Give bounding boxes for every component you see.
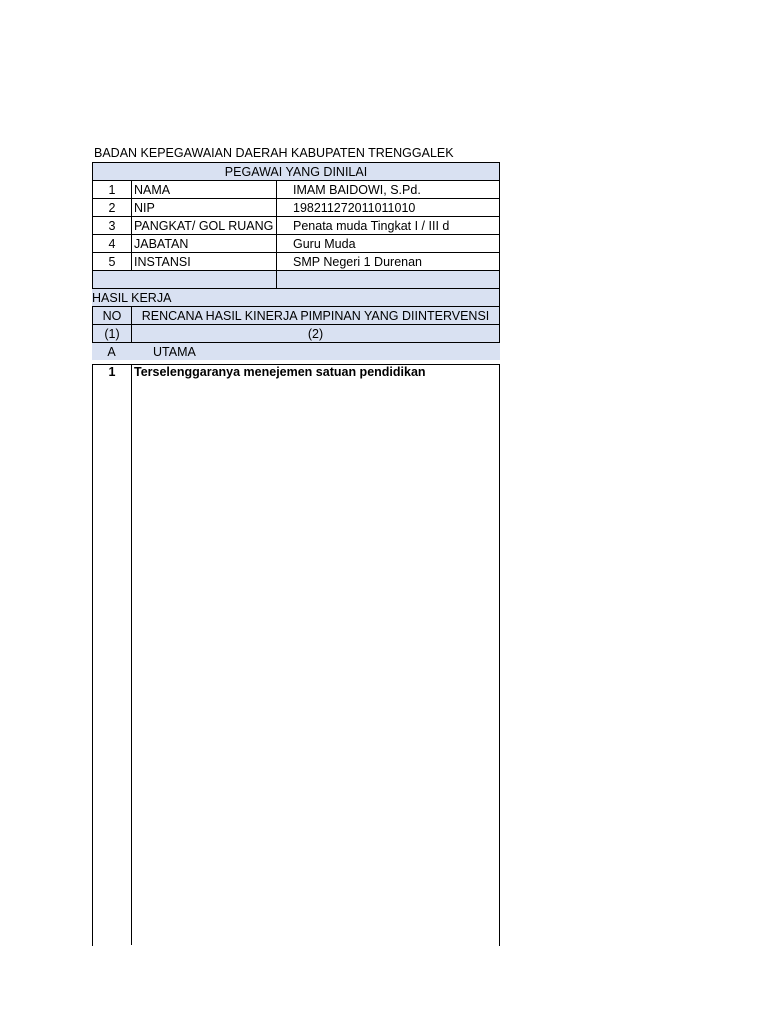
- field-value: 198211272011011010: [293, 201, 416, 215]
- group-name: UTAMA: [153, 345, 196, 359]
- field-value: Guru Muda: [293, 237, 356, 251]
- blank-separator-row: [92, 270, 500, 288]
- col-no-header: NO: [93, 307, 132, 325]
- group-row: [92, 342, 500, 360]
- field-value: IMAM BAIDOWI, S.Pd.: [293, 183, 421, 197]
- org-title: BADAN KEPEGAWAIAN DAERAH KABUPATEN TRENGGALEK: [94, 146, 454, 160]
- field-label: PANGKAT/ GOL RUANG: [132, 217, 277, 235]
- row-number: 5: [93, 253, 132, 271]
- item-number: 1: [108, 365, 116, 379]
- hasil-kerja-row: [92, 288, 500, 306]
- employee-section-title: PEGAWAI YANG DINILAI: [224, 165, 368, 179]
- row-number: 1: [93, 181, 132, 199]
- field-label: JABATAN: [132, 235, 277, 253]
- item-body: [92, 364, 500, 946]
- field-label: INSTANSI: [132, 253, 277, 271]
- blank-cell: [93, 271, 277, 289]
- blank-cell: [277, 271, 499, 289]
- col-plan-number: (2): [307, 327, 324, 341]
- column-header-row: [92, 306, 500, 324]
- org-title-row: [92, 144, 500, 162]
- employee-row: [92, 252, 500, 270]
- column-number-row: [92, 324, 500, 342]
- employee-section-header: [92, 162, 500, 180]
- row-number: 2: [93, 199, 132, 217]
- row-number: 4: [93, 235, 132, 253]
- hasil-kerja-title: HASIL KERJA: [92, 291, 172, 305]
- row-number: 3: [93, 217, 132, 235]
- employee-row: [92, 234, 500, 252]
- field-value: Penata muda Tingkat I / III d: [293, 219, 450, 233]
- item-text: Terselenggaranya menejemen satuan pendidikan: [134, 365, 426, 379]
- employee-row: [92, 180, 500, 198]
- field-label: NIP: [132, 199, 277, 217]
- col-no-number: (1): [93, 325, 132, 343]
- item-no-column: [93, 365, 132, 945]
- field-value: SMP Negeri 1 Durenan: [293, 255, 423, 269]
- field-label: NAMA: [132, 181, 277, 199]
- employee-row: [92, 198, 500, 216]
- employee-row: [92, 216, 500, 234]
- col-plan-header: RENCANA HASIL KINERJA PIMPINAN YANG DIINTERVENSI: [141, 309, 490, 323]
- group-code: A: [107, 345, 116, 359]
